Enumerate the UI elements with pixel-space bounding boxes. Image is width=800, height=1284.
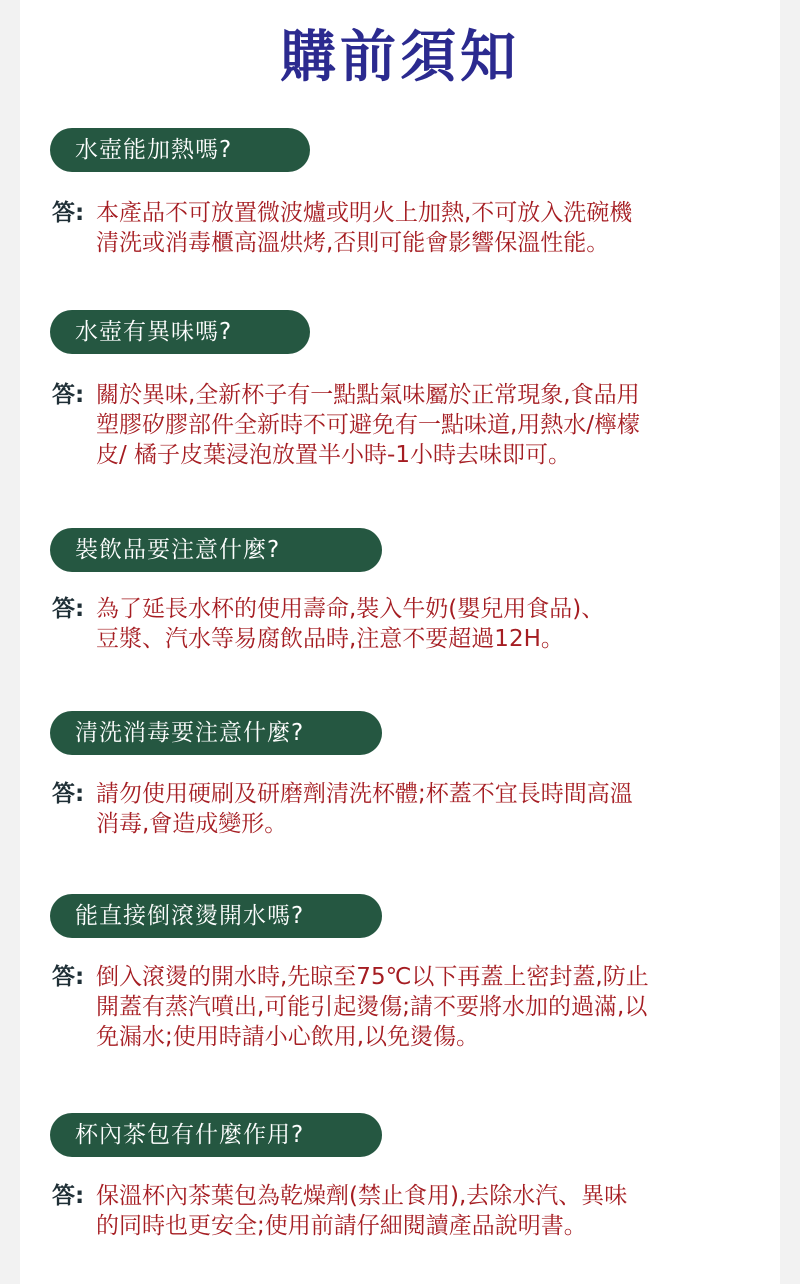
- answer-line: 消毒,會造成變形。: [96, 811, 288, 837]
- answer-line: 請勿使用硬刷及研磨劑清洗杯體;杯蓋不宜長時間高溫: [96, 781, 633, 807]
- question-pill: 水壺能加熱嗎?: [50, 128, 310, 172]
- answer-label: 答:: [52, 1183, 85, 1209]
- answer-label: 答:: [52, 964, 85, 990]
- answer-block: [52, 380, 772, 470]
- answer-label: 答:: [52, 382, 85, 408]
- question-pill: 水壺有異味嗎?: [50, 310, 310, 354]
- answer-label: 答:: [52, 596, 85, 622]
- answer-line: 的同時也更安全;使用前請仔細閱讀產品說明書。: [96, 1213, 587, 1239]
- answer-line: 皮/ 橘子皮葉浸泡放置半小時-1小時去味即可。: [96, 442, 571, 468]
- answer-line: 保溫杯內茶葉包為乾燥劑(禁止食用),去除水汽、異味: [96, 1183, 628, 1209]
- answer-line: 塑膠矽膠部件全新時不可避免有一點味道,用熱水/檸檬: [96, 412, 641, 438]
- answer-block: [52, 779, 772, 839]
- question-pill: 裝飲品要注意什麼?: [50, 528, 382, 572]
- question-pill: 能直接倒滾燙開水嗎?: [50, 894, 382, 938]
- page-title: 購前須知: [280, 25, 520, 90]
- answer-block: [52, 594, 772, 654]
- answer-line: 清洗或消毒櫃高溫烘烤,否則可能會影響保溫性能。: [96, 230, 610, 256]
- answer-line: 豆漿、汽水等易腐飲品時,注意不要超過12H。: [96, 626, 564, 652]
- answer-block: [52, 962, 772, 1052]
- answer-label: 答:: [52, 781, 85, 807]
- answer-line: 關於異味,全新杯子有一點點氣味屬於正常現象,食品用: [96, 382, 640, 408]
- question-pill: 杯內茶包有什麼作用?: [50, 1113, 382, 1157]
- answer-block: [52, 1181, 772, 1241]
- answer-label: 答:: [52, 200, 85, 226]
- answer-block: [52, 198, 772, 258]
- question-pill: 清洗消毒要注意什麼?: [50, 711, 382, 755]
- answer-line: 本產品不可放置微波爐或明火上加熱,不可放入洗碗機: [96, 200, 633, 226]
- answer-line: 開蓋有蒸汽噴出,可能引起燙傷;請不要將水加的過滿,以: [96, 994, 648, 1020]
- faq-page: [20, 0, 780, 1284]
- answer-line: 倒入滾燙的開水時,先晾至75℃以下再蓋上密封蓋,防止: [96, 964, 649, 990]
- answer-line: 為了延長水杯的使用壽命,裝入牛奶(嬰兒用食品)、: [96, 596, 605, 622]
- answer-line: 免漏水;使用時請小心飲用,以免燙傷。: [96, 1024, 480, 1050]
